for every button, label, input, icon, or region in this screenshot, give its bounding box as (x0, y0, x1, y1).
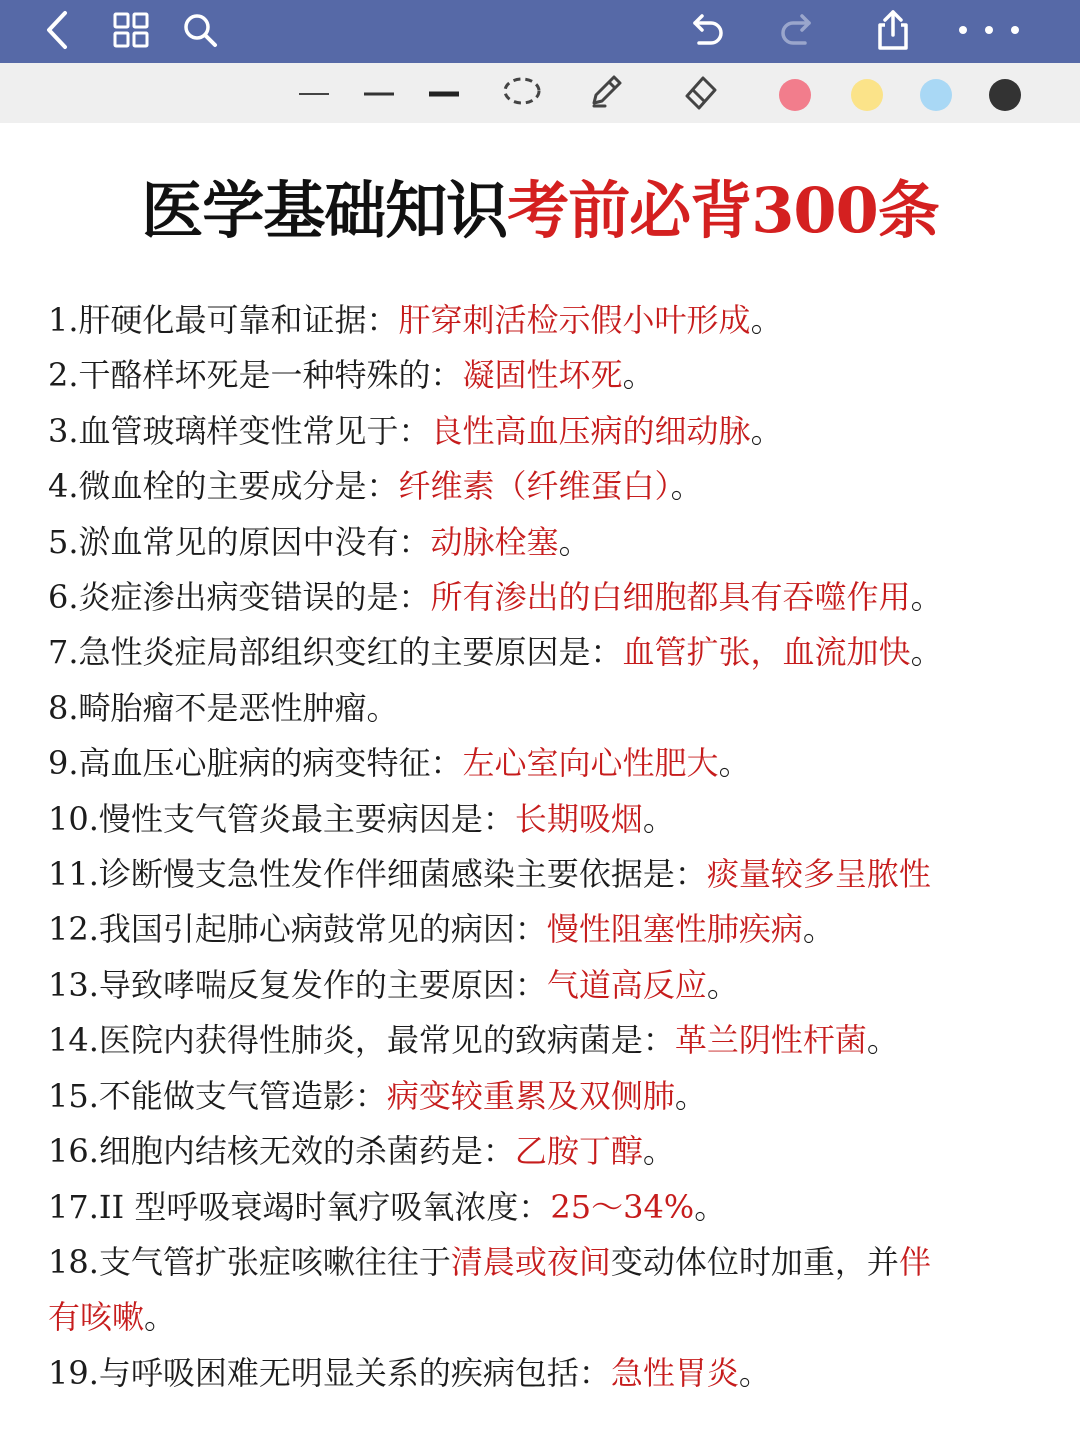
item-answer: 有咳嗽 (48, 1298, 145, 1337)
item-question: 5.淤血常见的原因中没有： (48, 522, 431, 561)
item-tail: 。 (706, 965, 739, 1004)
document-page (0, 123, 1080, 1443)
search-icon (180, 10, 220, 54)
item-question: 12.我国引起肺心病鼓常见的病因： (48, 910, 547, 949)
item-answer: 气道高反应 (546, 965, 707, 1004)
grid-view-button[interactable] (105, 6, 157, 58)
drawing-toolbar (0, 63, 1080, 123)
item-tail: 。 (674, 1076, 707, 1115)
list-item (48, 348, 1038, 403)
item-tail: 变动体位时加重，并 (610, 1242, 899, 1281)
redo-icon (777, 9, 819, 55)
list-item-continuation (48, 1290, 1038, 1345)
color-swatch-pink[interactable] (779, 79, 811, 111)
page-title (0, 171, 1080, 251)
item-answer: 革兰阴性杆菌 (674, 1021, 867, 1060)
item-tail: 。 (144, 1298, 177, 1337)
item-tail: 。 (718, 744, 751, 783)
item-answer: 长期吸烟 (514, 799, 643, 838)
item-question: 1.肝硬化最可靠和证据： (48, 301, 399, 339)
list-item (48, 459, 1038, 514)
item-question: 6.炎症渗出病变错误的是： (48, 578, 431, 617)
list-item (48, 1235, 1038, 1290)
item-tail: 。 (694, 1187, 727, 1226)
item-answer: 所有渗出的白细胞都具有吞噬作用 (430, 578, 911, 617)
item-answer: 急性胃炎 (610, 1353, 739, 1392)
list-item (48, 1069, 1038, 1124)
list-item (48, 736, 1038, 791)
list-item (48, 1346, 1038, 1401)
list-item (48, 625, 1038, 680)
item-answer: 凝固性坏死 (462, 356, 623, 395)
item-tail: 。 (558, 522, 591, 561)
list-item (48, 1180, 1038, 1235)
item-tail: 。 (910, 633, 943, 672)
item-answer: 良性高血压病的细动脉 (430, 411, 751, 450)
list-item (48, 792, 1038, 847)
chevron-left-icon (41, 10, 75, 54)
item-tail: 。 (910, 578, 943, 617)
more-icon (951, 20, 1021, 44)
list-item (48, 958, 1038, 1013)
color-swatch-black[interactable] (989, 79, 1021, 111)
list-item (48, 1124, 1038, 1179)
item-question: 4.微血栓的主要成分是： (48, 467, 399, 506)
lasso-button[interactable] (498, 69, 546, 117)
undo-icon (685, 9, 727, 55)
item-question: 13.导致哮喘反复发作的主要原因： (48, 965, 547, 1004)
item-question: 11.诊断慢支急性发作伴细菌感染主要依据是： (48, 855, 707, 894)
item-tail: 。 (802, 910, 835, 949)
knowledge-list (48, 293, 1038, 1401)
share-button[interactable] (867, 6, 919, 58)
item-tail: 。 (750, 411, 783, 450)
list-item (48, 515, 1038, 570)
item-answer: 血管扩张，血流加快 (622, 633, 911, 672)
pen-thin-button[interactable] (290, 69, 338, 117)
color-swatch-blue[interactable] (920, 79, 952, 111)
list-item (48, 1013, 1038, 1068)
top-navigation-bar (0, 0, 1080, 63)
item-question: 3.血管玻璃样变性常见于： (48, 411, 431, 450)
item-answer-continued: 伴 (898, 1242, 931, 1281)
item-answer: 肝穿刺活检示假小叶形成 (398, 301, 751, 339)
item-question: 14.医院内获得性肺炎，最常见的致病菌是： (48, 1021, 675, 1060)
item-question: 15.不能做支气管造影： (48, 1076, 387, 1115)
lasso-icon (501, 73, 543, 113)
item-tail: 。 (622, 356, 655, 395)
item-answer: 慢性阻塞性肺疾病 (546, 910, 803, 949)
pen-medium-icon (362, 84, 396, 103)
item-question: 8.畸胎瘤不是恶性肿瘤。 (48, 688, 399, 727)
item-question: 7.急性炎症局部组织变红的主要原因是： (48, 633, 623, 672)
item-question: 18.支气管扩张症咳嗽往往于 (48, 1242, 451, 1281)
item-tail: 。 (642, 799, 675, 838)
item-tail: 。 (750, 301, 783, 339)
item-answer: 25～34% (550, 1187, 695, 1226)
item-tail: 。 (642, 1132, 675, 1171)
item-answer: 乙胺丁醇 (514, 1132, 643, 1171)
item-question: 19.与呼吸困难无明显关系的疾病包括： (48, 1353, 611, 1392)
item-question: 2.干酪样坏死是一种特殊的： (48, 356, 463, 395)
item-answer: 纤维素（纤维蛋白） (398, 467, 671, 506)
pencil-icon (585, 70, 627, 116)
list-item (48, 404, 1038, 459)
title-part-black: 医学基础知识 (141, 174, 508, 247)
item-question: 17.II 型呼吸衰竭时氧疗吸氧浓度： (48, 1187, 551, 1226)
item-question: 9.高血压心脏病的病变特征： (48, 744, 463, 783)
item-question: 10.慢性支气管炎最主要病因是： (48, 799, 515, 838)
item-answer: 左心室向心性肥大 (462, 744, 719, 783)
more-button[interactable] (946, 6, 1026, 58)
pen-thin-icon (297, 84, 331, 103)
eraser-icon (679, 70, 721, 116)
title-part-red: 考前必背300条 (507, 174, 939, 247)
list-item (48, 293, 1038, 348)
share-icon (872, 8, 914, 56)
item-answer: 动脉栓塞 (430, 522, 559, 561)
item-answer: 病变较重累及双侧肺 (386, 1076, 675, 1115)
back-button[interactable] (32, 6, 84, 58)
list-item (48, 847, 1038, 902)
pen-thick-icon (427, 84, 461, 103)
redo-button[interactable] (772, 6, 824, 58)
pen-medium-button[interactable] (355, 69, 403, 117)
item-question: 16.细胞内结核无效的杀菌药是： (48, 1132, 515, 1171)
item-answer: 痰量较多呈脓性 (706, 855, 931, 894)
search-button[interactable] (174, 6, 226, 58)
eraser-button[interactable] (676, 69, 724, 117)
item-tail: 。 (670, 467, 703, 506)
grid-icon (111, 10, 151, 54)
pen-thick-button[interactable] (420, 69, 468, 117)
list-item (48, 681, 1038, 736)
pencil-button[interactable] (582, 69, 630, 117)
list-item (48, 570, 1038, 625)
color-swatch-yellow[interactable] (851, 79, 883, 111)
undo-button[interactable] (680, 6, 732, 58)
item-tail: 。 (738, 1353, 771, 1392)
item-answer: 清晨或夜间 (450, 1242, 611, 1281)
list-item (48, 902, 1038, 957)
item-tail: 。 (866, 1021, 899, 1060)
